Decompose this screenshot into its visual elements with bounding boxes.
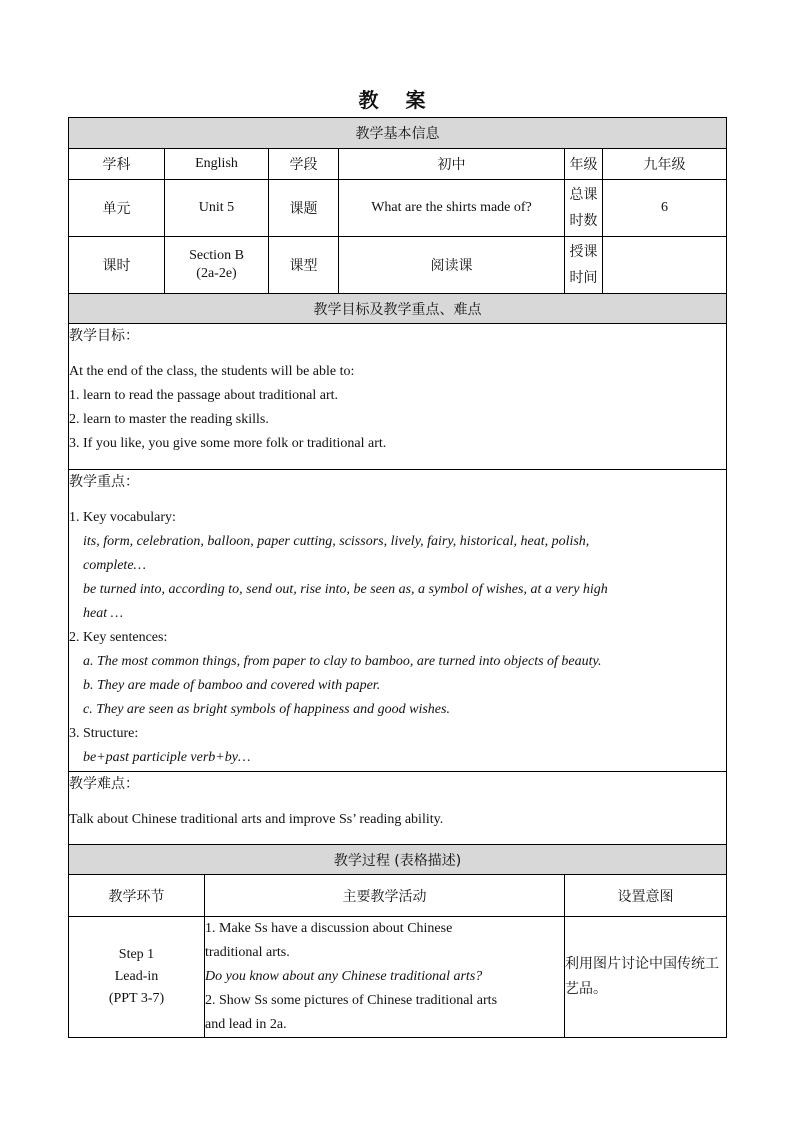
activity-line: and lead in 2a. [205,1017,287,1032]
teaching-goal-line: 2. learn to master the reading skills. [69,412,269,427]
total-hours-label [565,180,603,237]
step-name: Lead-in [114,969,159,984]
step-slides: (PPT 3-7) [108,991,165,1006]
teaching-time-label-line2: 时间 [569,270,598,286]
teaching-goal-line: 3. If you like, you give some more folk or traditional art. [69,436,387,451]
unit-label: 单元 [69,180,165,237]
teaching-goal-line: 1. learn to read the passage about traditional art. [69,388,339,403]
total-hours-label-line2: 时数 [569,213,598,229]
basic-info-header: 教学基本信息 [69,118,727,149]
activities-cell [205,917,565,1038]
activity-line: 1. Make Ss have a discussion about Chinese [205,921,453,936]
difficulties-text: Talk about Chinese traditional arts and improve Ss’ reading ability. [69,812,444,827]
difficulties-label: 教学难点： [69,776,139,792]
stage-label: 学段 [269,149,339,180]
vocab-heading: 1. Key vocabulary: [69,510,176,525]
col-header-activities: 主要教学活动 [205,875,565,917]
topic-label: 课题 [269,180,339,237]
period-value [165,237,269,294]
step-cell [69,917,205,1038]
process-header: 教学过程 (表格描述) [69,845,727,875]
subject-value: English [165,149,269,180]
sentences-heading: 2. Key sentences: [69,630,168,645]
key-sentence: b. They are made of bamboo and covered with paper. [83,678,381,693]
teaching-goals-label: 教学目标： [69,328,139,344]
difficulties-cell [69,772,727,845]
teaching-goal-line: At the end of the class, the students will be able to: [69,364,355,379]
vocab-line: complete… [83,558,146,573]
structure-heading: 3. Structure: [69,726,139,741]
stage-value: 初中 [339,149,565,180]
key-sentence: a. The most common things, from paper to clay to bamboo, are turned into objects of beauty. [83,654,602,669]
period-value-line1: Section B [189,248,244,263]
lesson-plan-table [68,117,727,1038]
period-label: 课时 [69,237,165,294]
objectives-header: 教学目标及教学重点、难点 [69,294,727,324]
col-header-purpose: 设置意图 [565,875,727,917]
teaching-time-label [565,237,603,294]
step-number: Step 1 [118,947,155,962]
total-hours-label-line1: 总课 [569,187,598,203]
total-hours-value: 6 [603,180,727,237]
period-value-line2: (2a-2e) [196,266,237,281]
teaching-time-label-line1: 授课 [569,244,598,260]
type-value: 阅读课 [339,237,565,294]
unit-value: Unit 5 [165,180,269,237]
activity-question: Do you know about any Chinese traditional arts? [205,969,483,984]
grade-value: 九年级 [603,149,727,180]
teaching-time-value [603,237,727,294]
teaching-goals-cell [69,324,727,470]
grade-label: 年级 [565,149,603,180]
key-sentence: c. They are seen as bright symbols of happiness and good wishes. [83,702,450,717]
key-points-cell [69,470,727,772]
type-label: 课型 [269,237,339,294]
key-points-label: 教学重点： [69,474,139,490]
topic-value: What are the shirts made of? [339,180,565,237]
activity-line: traditional arts. [205,945,290,960]
subject-label: 学科 [69,149,165,180]
purpose-cell: 利用图片讨论中国传统工艺品。 [565,917,727,1038]
vocab-line: heat … [83,606,124,621]
vocab-line: its, form, celebration, balloon, paper cutting, scissors, lively, fairy, historical, heat, polish, [83,534,590,549]
col-header-stage: 教学环节 [69,875,205,917]
document-title: 教 案 [358,88,436,112]
vocab-line: be turned into, according to, send out, rise into, be seen as, a symbol of wishes, at a very high [83,582,608,597]
structure-text: be+past participle verb+by… [83,750,251,765]
activity-line: 2. Show Ss some pictures of Chinese traditional arts [205,993,498,1008]
